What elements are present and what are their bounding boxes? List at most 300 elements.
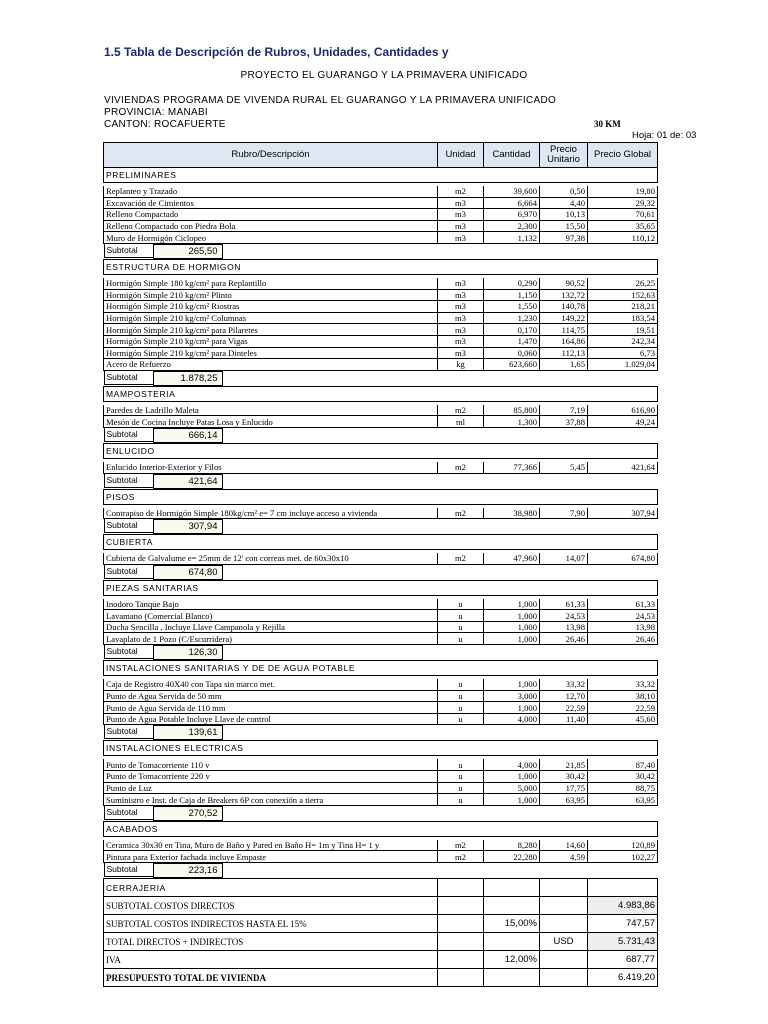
subtotal-value: 1.878,25 <box>153 371 223 386</box>
subtotal-cell <box>104 243 658 259</box>
item-description: Muro de Hormigón Ciclopeo <box>104 232 438 244</box>
subtotal-wrap <box>104 519 658 534</box>
item-description: Enlucido Interior-Exterior y Filos <box>104 462 438 473</box>
item-unit-price: 90,52 <box>540 278 588 289</box>
item-global-price: 152,63 <box>588 289 658 301</box>
header-precio-global: Precio Global <box>588 143 658 168</box>
table-row <box>104 197 658 209</box>
item-global-price: 242,34 <box>588 335 658 347</box>
item-quantity: 1,000 <box>484 702 540 714</box>
table-row <box>104 771 658 783</box>
item-quantity: 39,600 <box>484 186 540 197</box>
item-quantity: 85,800 <box>484 405 540 416</box>
table-row <box>104 702 658 714</box>
table-row <box>104 679 658 690</box>
section-name: PRELIMINARES <box>104 168 658 183</box>
item-description: Caja de Registro 40X40 con Tapa sin marco met. <box>104 679 438 690</box>
table-row <box>104 278 658 289</box>
subtotal-wrap <box>104 725 658 740</box>
empty-cell <box>438 933 484 951</box>
item-quantity: 0,170 <box>484 324 540 336</box>
totals-value: 5.731,43 <box>588 933 658 951</box>
item-global-price: 87,40 <box>588 759 658 770</box>
subtotal-cell <box>104 473 658 489</box>
item-unit: u <box>438 610 484 622</box>
totals-label: TOTAL DIRECTOS + INDIRECTOS <box>104 933 438 951</box>
item-quantity: 38,980 <box>484 508 540 519</box>
item-description: Hormigón Simple 210 kg/cm² Plinto <box>104 289 438 301</box>
table-row <box>104 621 658 633</box>
subtotal-row <box>104 725 658 741</box>
item-global-price: 13,98 <box>588 621 658 633</box>
item-unit: u <box>438 771 484 783</box>
item-description: Hormigón Simple 180 kg/cm² para Replantillo <box>104 278 438 289</box>
item-unit: m3 <box>438 278 484 289</box>
totals-currency <box>540 897 588 915</box>
subtotal-value: 270,52 <box>153 806 223 821</box>
table-row <box>104 186 658 197</box>
subtotal-row <box>104 564 658 580</box>
subtotal-wrap <box>104 565 658 580</box>
item-quantity: 1,000 <box>484 679 540 690</box>
item-unit-price: 61,33 <box>540 599 588 610</box>
item-global-price: 49,24 <box>588 416 658 428</box>
subtotal-value: 223,16 <box>153 863 223 878</box>
item-quantity: 0,060 <box>484 347 540 359</box>
item-unit-price: 112,13 <box>540 347 588 359</box>
subtotal-wrap <box>104 428 658 443</box>
totals-percent: 15,00% <box>484 915 540 933</box>
item-unit: m3 <box>438 209 484 221</box>
item-unit: u <box>438 713 484 725</box>
item-description: Ducha Sencilla , Incluye Llave Campanola y Rejilla <box>104 621 438 633</box>
table-row <box>104 794 658 806</box>
item-global-price: 63,95 <box>588 794 658 806</box>
item-global-price: 183,54 <box>588 312 658 324</box>
item-description: Hormigón Simple 210 kg/cm² Riostras <box>104 301 438 313</box>
item-unit: ml <box>438 416 484 428</box>
item-unit-price: 33,32 <box>540 679 588 690</box>
item-global-price: 88,75 <box>588 782 658 794</box>
item-unit: m2 <box>438 405 484 416</box>
item-unit: u <box>438 633 484 645</box>
table-row <box>104 232 658 244</box>
item-quantity: 1,000 <box>484 599 540 610</box>
subtotal-value: 307,94 <box>153 519 223 534</box>
item-unit-price: 21,85 <box>540 759 588 770</box>
table-row <box>104 610 658 622</box>
item-global-price: 674,80 <box>588 553 658 564</box>
item-description: Cubierta de Galvalume e= 25mm de 12' con correas met. de 60x30x10 <box>104 553 438 564</box>
subtotal-value: 265,50 <box>153 244 223 259</box>
subtotal-cell <box>104 805 658 821</box>
item-global-price: 19,80 <box>588 186 658 197</box>
item-quantity: 1,000 <box>484 771 540 783</box>
item-description: Punto de Tomacorriente 220 v <box>104 771 438 783</box>
item-global-price: 30,42 <box>588 771 658 783</box>
item-quantity: 1,150 <box>484 289 540 301</box>
subtotal-value: 139,61 <box>153 725 223 740</box>
section-name: ESTRUCTURA DE HORMIGON <box>104 259 658 274</box>
item-unit: m3 <box>438 301 484 313</box>
item-quantity: 1,132 <box>484 232 540 244</box>
item-description: Paredes de Ladrillo Maleta <box>104 405 438 416</box>
table-header <box>104 143 658 168</box>
empty-cell <box>438 969 484 987</box>
empty-cell <box>540 879 588 897</box>
section-name: PIEZAS SANITARIAS <box>104 580 658 595</box>
item-unit-price: 12,70 <box>540 690 588 702</box>
header-precio-unitario: Precio Unitario <box>540 143 588 168</box>
section-row <box>104 741 658 756</box>
subtotal-wrap <box>104 806 658 821</box>
empty-cell <box>438 915 484 933</box>
item-quantity: 0,290 <box>484 278 540 289</box>
totals-row <box>104 897 658 915</box>
item-unit: u <box>438 690 484 702</box>
totals-row <box>104 951 658 969</box>
table-row <box>104 553 658 564</box>
table-row <box>104 599 658 610</box>
totals-value: 4.983,86 <box>588 897 658 915</box>
subtotal-row <box>104 863 658 879</box>
item-global-price: 307,94 <box>588 508 658 519</box>
totals-value: 687,77 <box>588 951 658 969</box>
item-unit-price: 7,90 <box>540 508 588 519</box>
item-quantity: 5,000 <box>484 782 540 794</box>
item-quantity: 1,000 <box>484 633 540 645</box>
item-unit-price: 11,40 <box>540 713 588 725</box>
totals-currency: USD <box>540 933 588 951</box>
item-global-price: 26,25 <box>588 278 658 289</box>
item-unit-price: 1,65 <box>540 359 588 371</box>
item-global-price: 421,64 <box>588 462 658 473</box>
subtotal-cell <box>104 863 658 879</box>
item-description: Hormigón Simple 210 kg/cm² para Dinteles <box>104 347 438 359</box>
item-description: Acero de Refuerzo <box>104 359 438 371</box>
item-description: Replanteo y Trazado <box>104 186 438 197</box>
item-unit: u <box>438 621 484 633</box>
cerrajeria-row <box>104 879 658 897</box>
item-unit: m3 <box>438 324 484 336</box>
item-unit: m3 <box>438 220 484 232</box>
subtotal-row <box>104 427 658 443</box>
table-row <box>104 462 658 473</box>
item-description: Punto de Luz <box>104 782 438 794</box>
item-global-price: 24,53 <box>588 610 658 622</box>
subtotal-value: 126,30 <box>153 645 223 660</box>
item-global-price: 22,59 <box>588 702 658 714</box>
item-unit: m3 <box>438 335 484 347</box>
table-row <box>104 633 658 645</box>
totals-value: 747,57 <box>588 915 658 933</box>
item-description: Hormigón Simple 210 kg/cm² para Pilaretes <box>104 324 438 336</box>
table-row <box>104 347 658 359</box>
item-quantity: 77,366 <box>484 462 540 473</box>
item-description: Relleno Compactado <box>104 209 438 221</box>
table-row <box>104 220 658 232</box>
subtotal-label: Subtotal <box>104 863 153 877</box>
item-unit-price: 17,75 <box>540 782 588 794</box>
item-unit-price: 30,42 <box>540 771 588 783</box>
item-description: Suministro e Inst. de Caja de Breakers 6P con conexión a tierra <box>104 794 438 806</box>
info-line-viviendas: VIVIENDAS PROGRAMA DE VIVENDA RURAL EL GUARANGO Y LA PRIMAVERA UNIFICADO <box>104 95 557 106</box>
item-unit-price: 24,53 <box>540 610 588 622</box>
subtotal-value: 666,14 <box>153 428 223 443</box>
page-counter: Hoja: 01 de: 03 <box>632 130 697 141</box>
document-title: 1.5 Tabla de Descripción de Rubros, Unidades, Cantidades y <box>104 45 449 59</box>
subtotal-label: Subtotal <box>104 565 153 579</box>
section-row <box>104 386 658 401</box>
item-quantity: 2,300 <box>484 220 540 232</box>
item-description: Relleno Compactado con Piedra Bola <box>104 220 438 232</box>
item-unit: m3 <box>438 312 484 324</box>
totals-value: 6.419,20 <box>588 969 658 987</box>
table-row <box>104 312 658 324</box>
item-global-price: 38,10 <box>588 690 658 702</box>
subtotal-wrap <box>104 474 658 489</box>
table-row <box>104 405 658 416</box>
subtotal-wrap <box>104 244 658 259</box>
item-unit: m2 <box>438 462 484 473</box>
subtotal-label: Subtotal <box>104 725 153 739</box>
subtotal-row <box>104 645 658 661</box>
subtotal-cell <box>104 725 658 741</box>
item-global-price: 33,32 <box>588 679 658 690</box>
item-unit-price: 149,22 <box>540 312 588 324</box>
item-global-price: 70,61 <box>588 209 658 221</box>
item-description: Inodoro Tanque Bajo <box>104 599 438 610</box>
totals-currency <box>540 915 588 933</box>
item-quantity: 3,000 <box>484 690 540 702</box>
item-unit: m3 <box>438 232 484 244</box>
item-quantity: 4,000 <box>484 759 540 770</box>
empty-cell <box>438 897 484 915</box>
item-unit-price: 10,13 <box>540 209 588 221</box>
subtotal-label: Subtotal <box>104 519 153 533</box>
empty-cell <box>484 879 540 897</box>
item-description: Hormigón Simple 210 kg/cm² para Vigas <box>104 335 438 347</box>
item-quantity: 1,300 <box>484 416 540 428</box>
distance-km: 30 KM <box>594 119 621 129</box>
item-global-price: 616,90 <box>588 405 658 416</box>
item-unit: m2 <box>438 840 484 851</box>
item-description: Ceramica 30x30 en Tina, Muro de Baño y Pared en Baño H= 1m y Tina H= 1 y <box>104 840 438 851</box>
section-row <box>104 168 658 183</box>
item-unit-price: 22,59 <box>540 702 588 714</box>
item-global-price: 110,12 <box>588 232 658 244</box>
subtotal-cell <box>104 427 658 443</box>
item-quantity: 1,470 <box>484 335 540 347</box>
item-unit-price: 164,86 <box>540 335 588 347</box>
item-unit-price: 37,88 <box>540 416 588 428</box>
item-unit-price: 14,60 <box>540 840 588 851</box>
section-row <box>104 259 658 274</box>
section-row <box>104 443 658 458</box>
subtotal-row <box>104 473 658 489</box>
subtotal-wrap <box>104 645 658 660</box>
cerrajeria-label: CERRAJERIA <box>104 879 438 897</box>
item-global-price: 102,27 <box>588 851 658 863</box>
item-global-price: 26,46 <box>588 633 658 645</box>
section-row <box>104 489 658 504</box>
item-unit: u <box>438 759 484 770</box>
section-row <box>104 661 658 676</box>
subtotal-label: Subtotal <box>104 474 153 488</box>
item-description: Mesón de Cocina Incluye Patas Losa y Enlucido <box>104 416 438 428</box>
item-unit: u <box>438 702 484 714</box>
subtotal-cell <box>104 645 658 661</box>
subtotal-label: Subtotal <box>104 645 153 659</box>
totals-percent <box>484 897 540 915</box>
subtotal-cell <box>104 564 658 580</box>
table-row <box>104 289 658 301</box>
item-quantity: 1,550 <box>484 301 540 313</box>
item-unit-price: 140,78 <box>540 301 588 313</box>
subtotal-value: 421,64 <box>153 474 223 489</box>
item-description: Lavamano (Comercial Blanco) <box>104 610 438 622</box>
item-unit: kg <box>438 359 484 371</box>
budget-table <box>103 142 658 987</box>
section-name: INSTALACIONES SANITARIAS Y DE DE AGUA POTABLE <box>104 661 658 676</box>
section-row <box>104 535 658 550</box>
totals-label: SUBTOTAL COSTOS DIRECTOS <box>104 897 438 915</box>
item-description: Lavaplato de 1 Pozo (C/Escurridera) <box>104 633 438 645</box>
totals-label: PRESUPUESTO TOTAL DE VIVIENDA <box>104 969 438 987</box>
item-unit: u <box>438 679 484 690</box>
section-name: ENLUCIDO <box>104 443 658 458</box>
item-global-price: 218,21 <box>588 301 658 313</box>
item-unit-price: 4,40 <box>540 197 588 209</box>
item-quantity: 47,960 <box>484 553 540 564</box>
item-unit: m2 <box>438 553 484 564</box>
item-description: Punto de Agua Servida de 110 mm <box>104 702 438 714</box>
empty-cell <box>438 951 484 969</box>
subtotal-cell <box>104 370 658 386</box>
table-row <box>104 335 658 347</box>
empty-cell <box>438 879 484 897</box>
item-global-price: 61,33 <box>588 599 658 610</box>
item-unit-price: 26,46 <box>540 633 588 645</box>
table-row <box>104 359 658 371</box>
section-name: PISOS <box>104 489 658 504</box>
subtotal-row <box>104 519 658 535</box>
table-row <box>104 301 658 313</box>
table-row <box>104 416 658 428</box>
item-quantity: 4,000 <box>484 713 540 725</box>
empty-cell <box>588 879 658 897</box>
item-description: Contrapiso de Hormigón Simple 180kg/cm² e= 7 cm incluye acceso a vivienda <box>104 508 438 519</box>
item-unit-price: 5,45 <box>540 462 588 473</box>
item-global-price: 6,73 <box>588 347 658 359</box>
section-name: ACABADOS <box>104 821 658 836</box>
subtotal-wrap <box>104 371 658 386</box>
totals-percent: 12,00% <box>484 951 540 969</box>
totals-row <box>104 969 658 987</box>
item-unit-price: 63,95 <box>540 794 588 806</box>
item-quantity: 8,280 <box>484 840 540 851</box>
item-unit: u <box>438 599 484 610</box>
item-description: Hormigón Simple 210 kg/cm² Columnas <box>104 312 438 324</box>
section-name: INSTALACIONES ELECTRICAS <box>104 741 658 756</box>
item-unit: m3 <box>438 347 484 359</box>
subtotal-label: Subtotal <box>104 428 153 442</box>
item-unit-price: 132,72 <box>540 289 588 301</box>
subtotal-label: Subtotal <box>104 371 153 385</box>
item-unit-price: 0,50 <box>540 186 588 197</box>
item-description: Pintura para Exterior fachada incluye Empaste <box>104 851 438 863</box>
subtotal-row <box>104 243 658 259</box>
subtotal-row <box>104 805 658 821</box>
subtotal-cell <box>104 519 658 535</box>
item-global-price: 45,60 <box>588 713 658 725</box>
item-quantity: 22,280 <box>484 851 540 863</box>
item-global-price: 120,89 <box>588 840 658 851</box>
item-unit-price: 15,50 <box>540 220 588 232</box>
table-row <box>104 508 658 519</box>
header-unidad: Unidad <box>438 143 484 168</box>
table-row <box>104 782 658 794</box>
item-unit-price: 13,98 <box>540 621 588 633</box>
subtotal-value: 674,80 <box>153 565 223 580</box>
totals-label: SUBTOTAL COSTOS INDIRECTOS HASTA EL 15% <box>104 915 438 933</box>
item-unit: m2 <box>438 851 484 863</box>
item-unit-price: 114,75 <box>540 324 588 336</box>
subtotal-label: Subtotal <box>104 806 153 820</box>
item-unit-price: 97,38 <box>540 232 588 244</box>
section-name: CUBIERTA <box>104 535 658 550</box>
section-name: MAMPOSTERIA <box>104 386 658 401</box>
info-line-provincia: PROVINCIA: MANABI <box>104 107 209 118</box>
item-unit: m3 <box>438 289 484 301</box>
item-unit-price: 7,19 <box>540 405 588 416</box>
item-quantity: 623,660 <box>484 359 540 371</box>
section-row <box>104 821 658 836</box>
item-global-price: 1.029,04 <box>588 359 658 371</box>
totals-currency <box>540 951 588 969</box>
item-unit: u <box>438 794 484 806</box>
item-unit-price: 14,07 <box>540 553 588 564</box>
item-description: Punto de Agua Potable Incluye Llave de control <box>104 713 438 725</box>
info-line-canton: CANTON: ROCAFUERTE <box>104 119 226 130</box>
table-row <box>104 690 658 702</box>
item-unit: m2 <box>438 508 484 519</box>
item-description: Excavación de Cimientos <box>104 197 438 209</box>
table-row <box>104 209 658 221</box>
item-description: Punto de Agua Servida de 50 mm <box>104 690 438 702</box>
totals-percent <box>484 969 540 987</box>
item-quantity: 1,000 <box>484 610 540 622</box>
item-unit-price: 4,59 <box>540 851 588 863</box>
project-name: PROYECTO EL GUARANGO Y LA PRIMAVERA UNIFICADO <box>240 70 528 81</box>
item-quantity: 6,664 <box>484 197 540 209</box>
item-quantity: 1,000 <box>484 621 540 633</box>
item-global-price: 35,65 <box>588 220 658 232</box>
section-row <box>104 580 658 595</box>
item-quantity: 6,970 <box>484 209 540 221</box>
table-row <box>104 759 658 770</box>
item-unit: m3 <box>438 197 484 209</box>
item-unit: u <box>438 782 484 794</box>
totals-percent <box>484 933 540 951</box>
item-global-price: 29,32 <box>588 197 658 209</box>
table-row <box>104 851 658 863</box>
item-unit: m2 <box>438 186 484 197</box>
totals-label: IVA <box>104 951 438 969</box>
item-quantity: 1,230 <box>484 312 540 324</box>
table-row <box>104 713 658 725</box>
item-description: Punto de Tomacorriente 110 v <box>104 759 438 770</box>
